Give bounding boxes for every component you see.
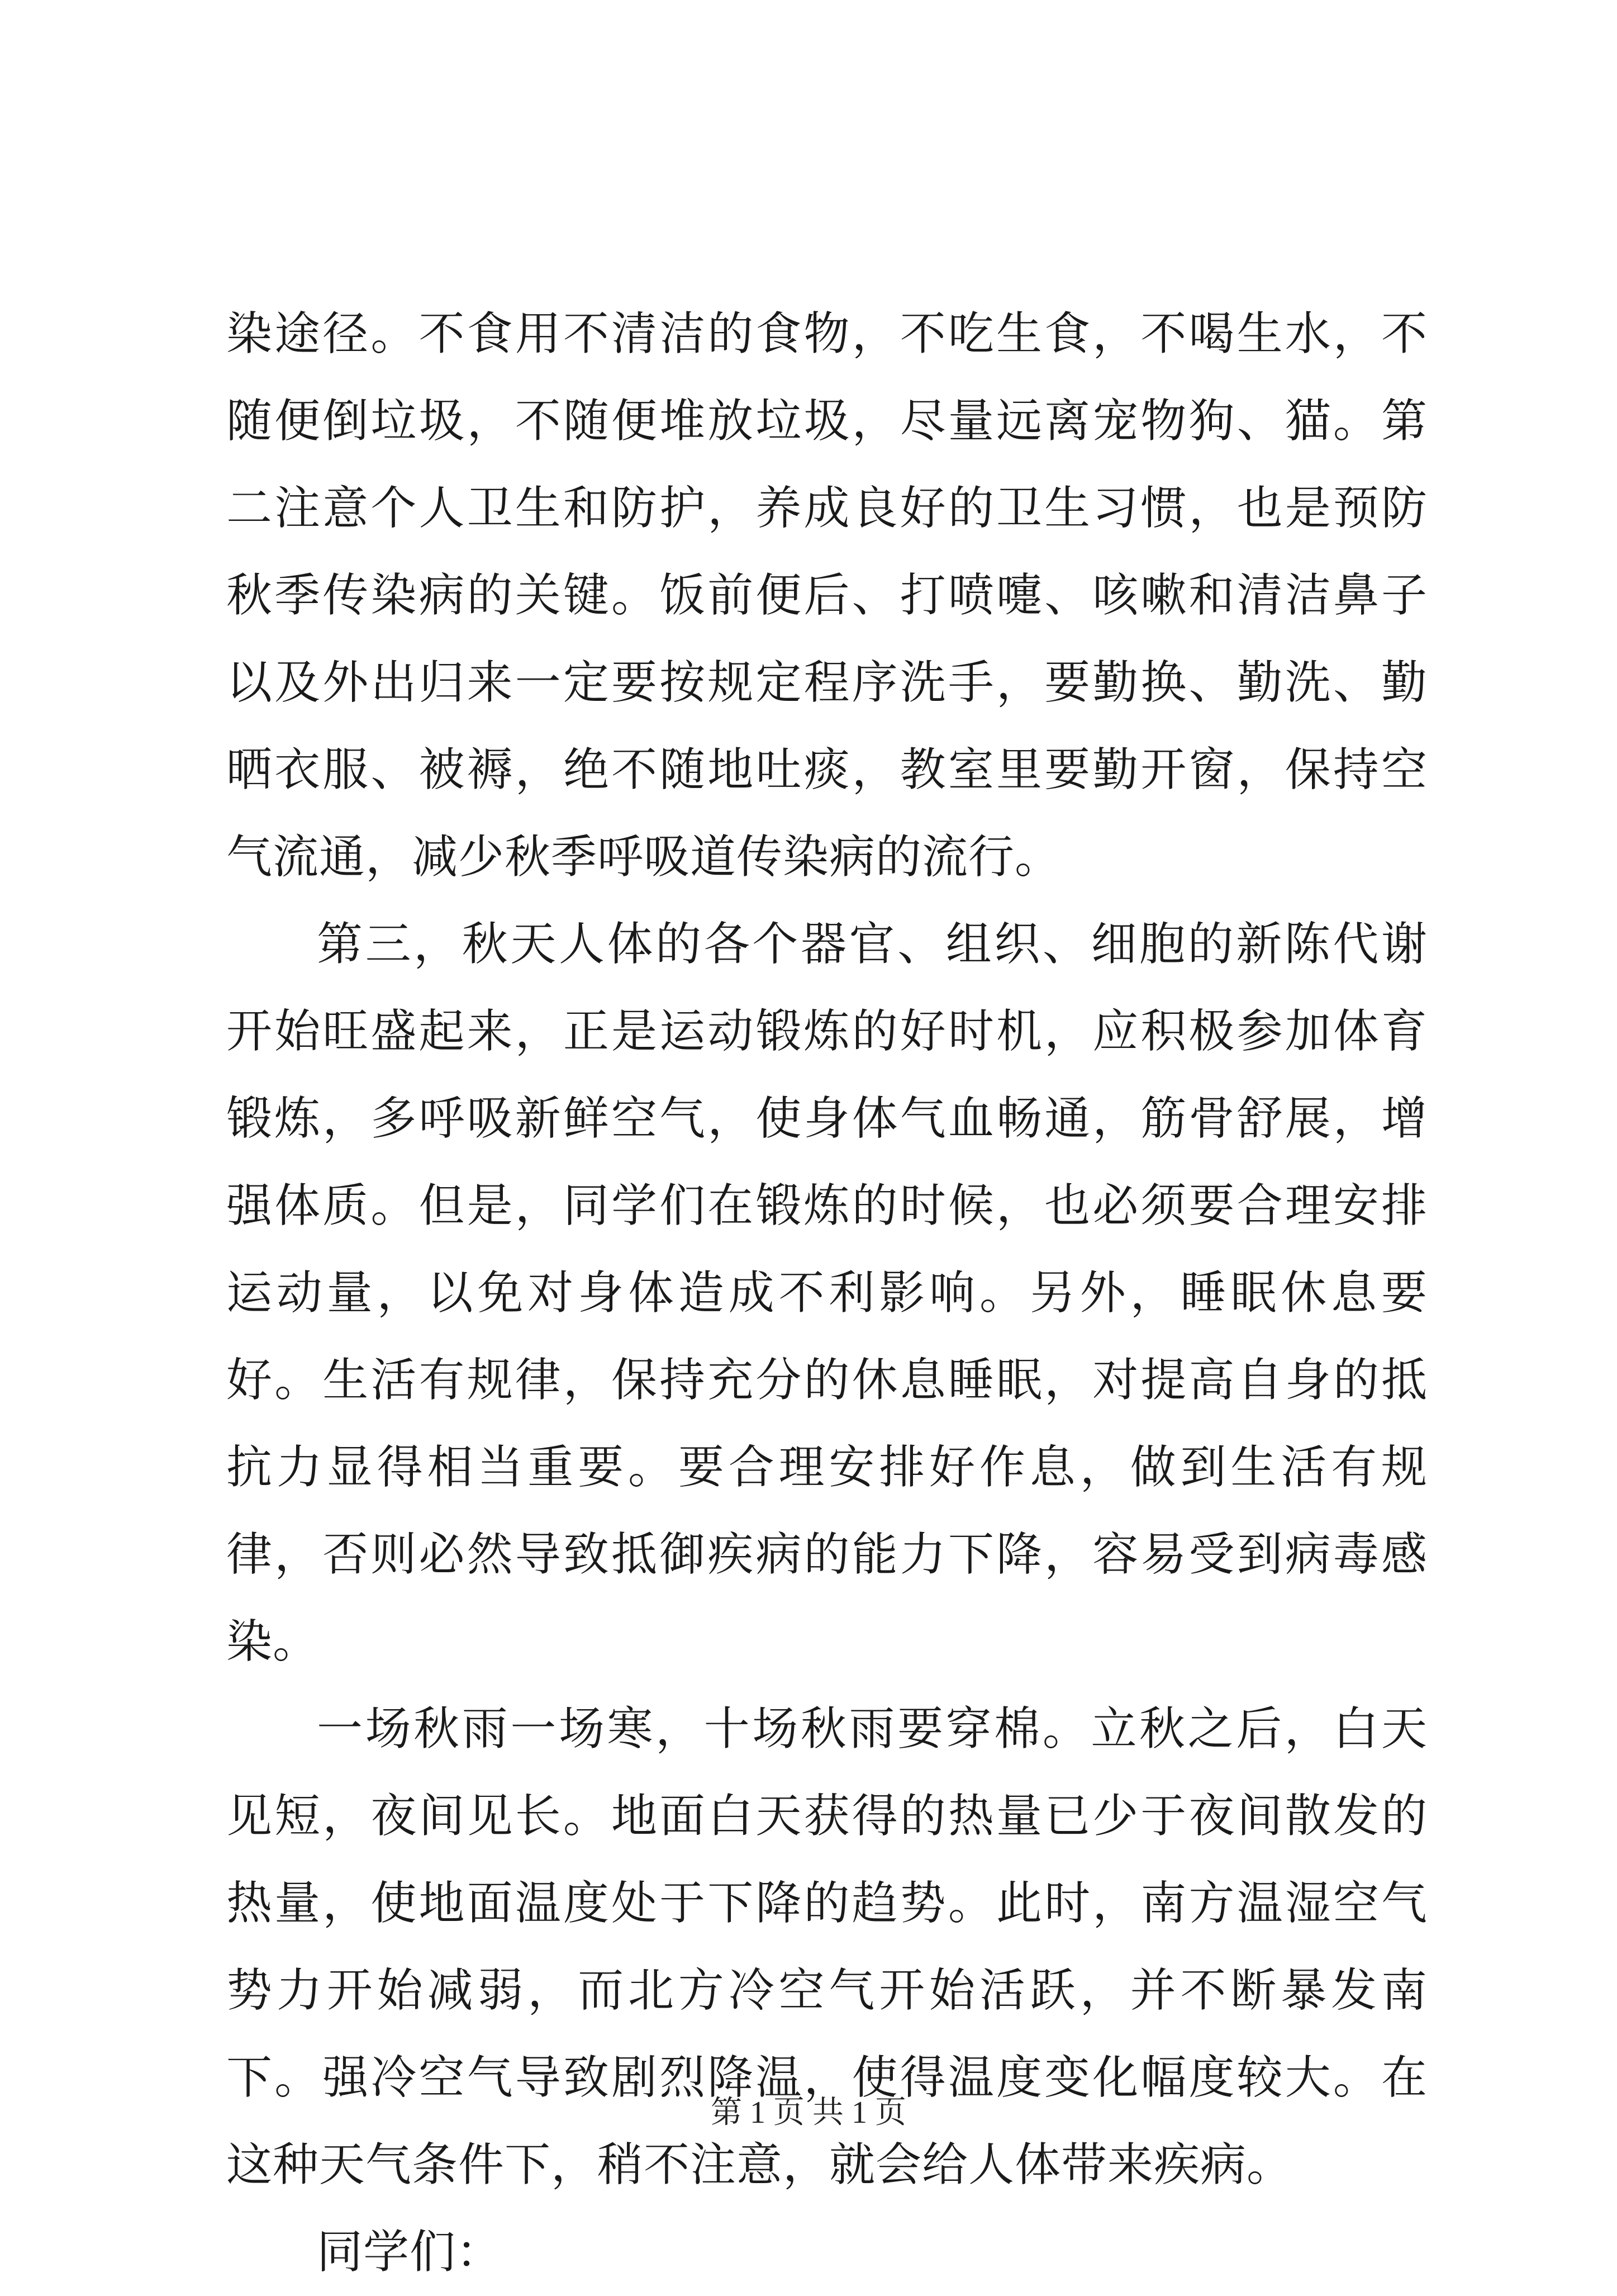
- paragraph-salutation: 同学们：: [317, 2226, 503, 2279]
- paragraph-third-point: 第三，秋天人体的各个器官、组织、细胞的新陈代谢开始旺盛起来，正是运动锻炼的好时机，应积极参加体育锻炼，多呼吸新鲜空气，使身体气血畅通，筋骨舒展，增强体质。但是，同学们在锻炼的时候，也必须要合理安排运动量，以免对身体造成不利影响。另外，睡眠休息要好。生活有规律，保持充分的休息睡眠，对提高自身的抵抗力显得相当重要。要合理安排好作息，做到生活有规律，否则必然导致抵御疾病的能力下降，容易受到病毒感染。: [226, 918, 1428, 1668]
- paragraph-autumn-rain: 一场秋雨一场寒，十场秋雨要穿棉。立秋之后，白天见短，夜间见长。地面白天获得的热量已少于夜间散发的热量，使地面温度处于下降的趋势。此时，南方温湿空气势力开始减弱，而北方冷空气开始活跃，并不断暴发南下。强冷空气导致剧烈降温，使得温度变化幅度较大。在这种天气条件下，稍不注意，就会给人体带来疾病。: [226, 1702, 1428, 2191]
- paragraph-continuation: 染途径。不食用不清洁的食物，不吃生食，不喝生水，不随便倒垃圾，不随便堆放垃圾，尽量远离宠物狗、猫。第二注意个人卫生和防护，养成良好的卫生习惯，也是预防秋季传染病的关键。饭前便后、打喷嚏、咳嗽和清洁鼻子以及外出归来一定要按规定程序洗手，要勤换、勤洗、勤晒衣服、被褥，绝不随地吐痰，教室里要勤开窗，保持空气流通，减少秋季呼吸道传染病的流行。: [226, 307, 1428, 884]
- page-footer: 第 1 页 共 1 页: [711, 2095, 906, 2130]
- document-body: [226, 291, 1428, 2296]
